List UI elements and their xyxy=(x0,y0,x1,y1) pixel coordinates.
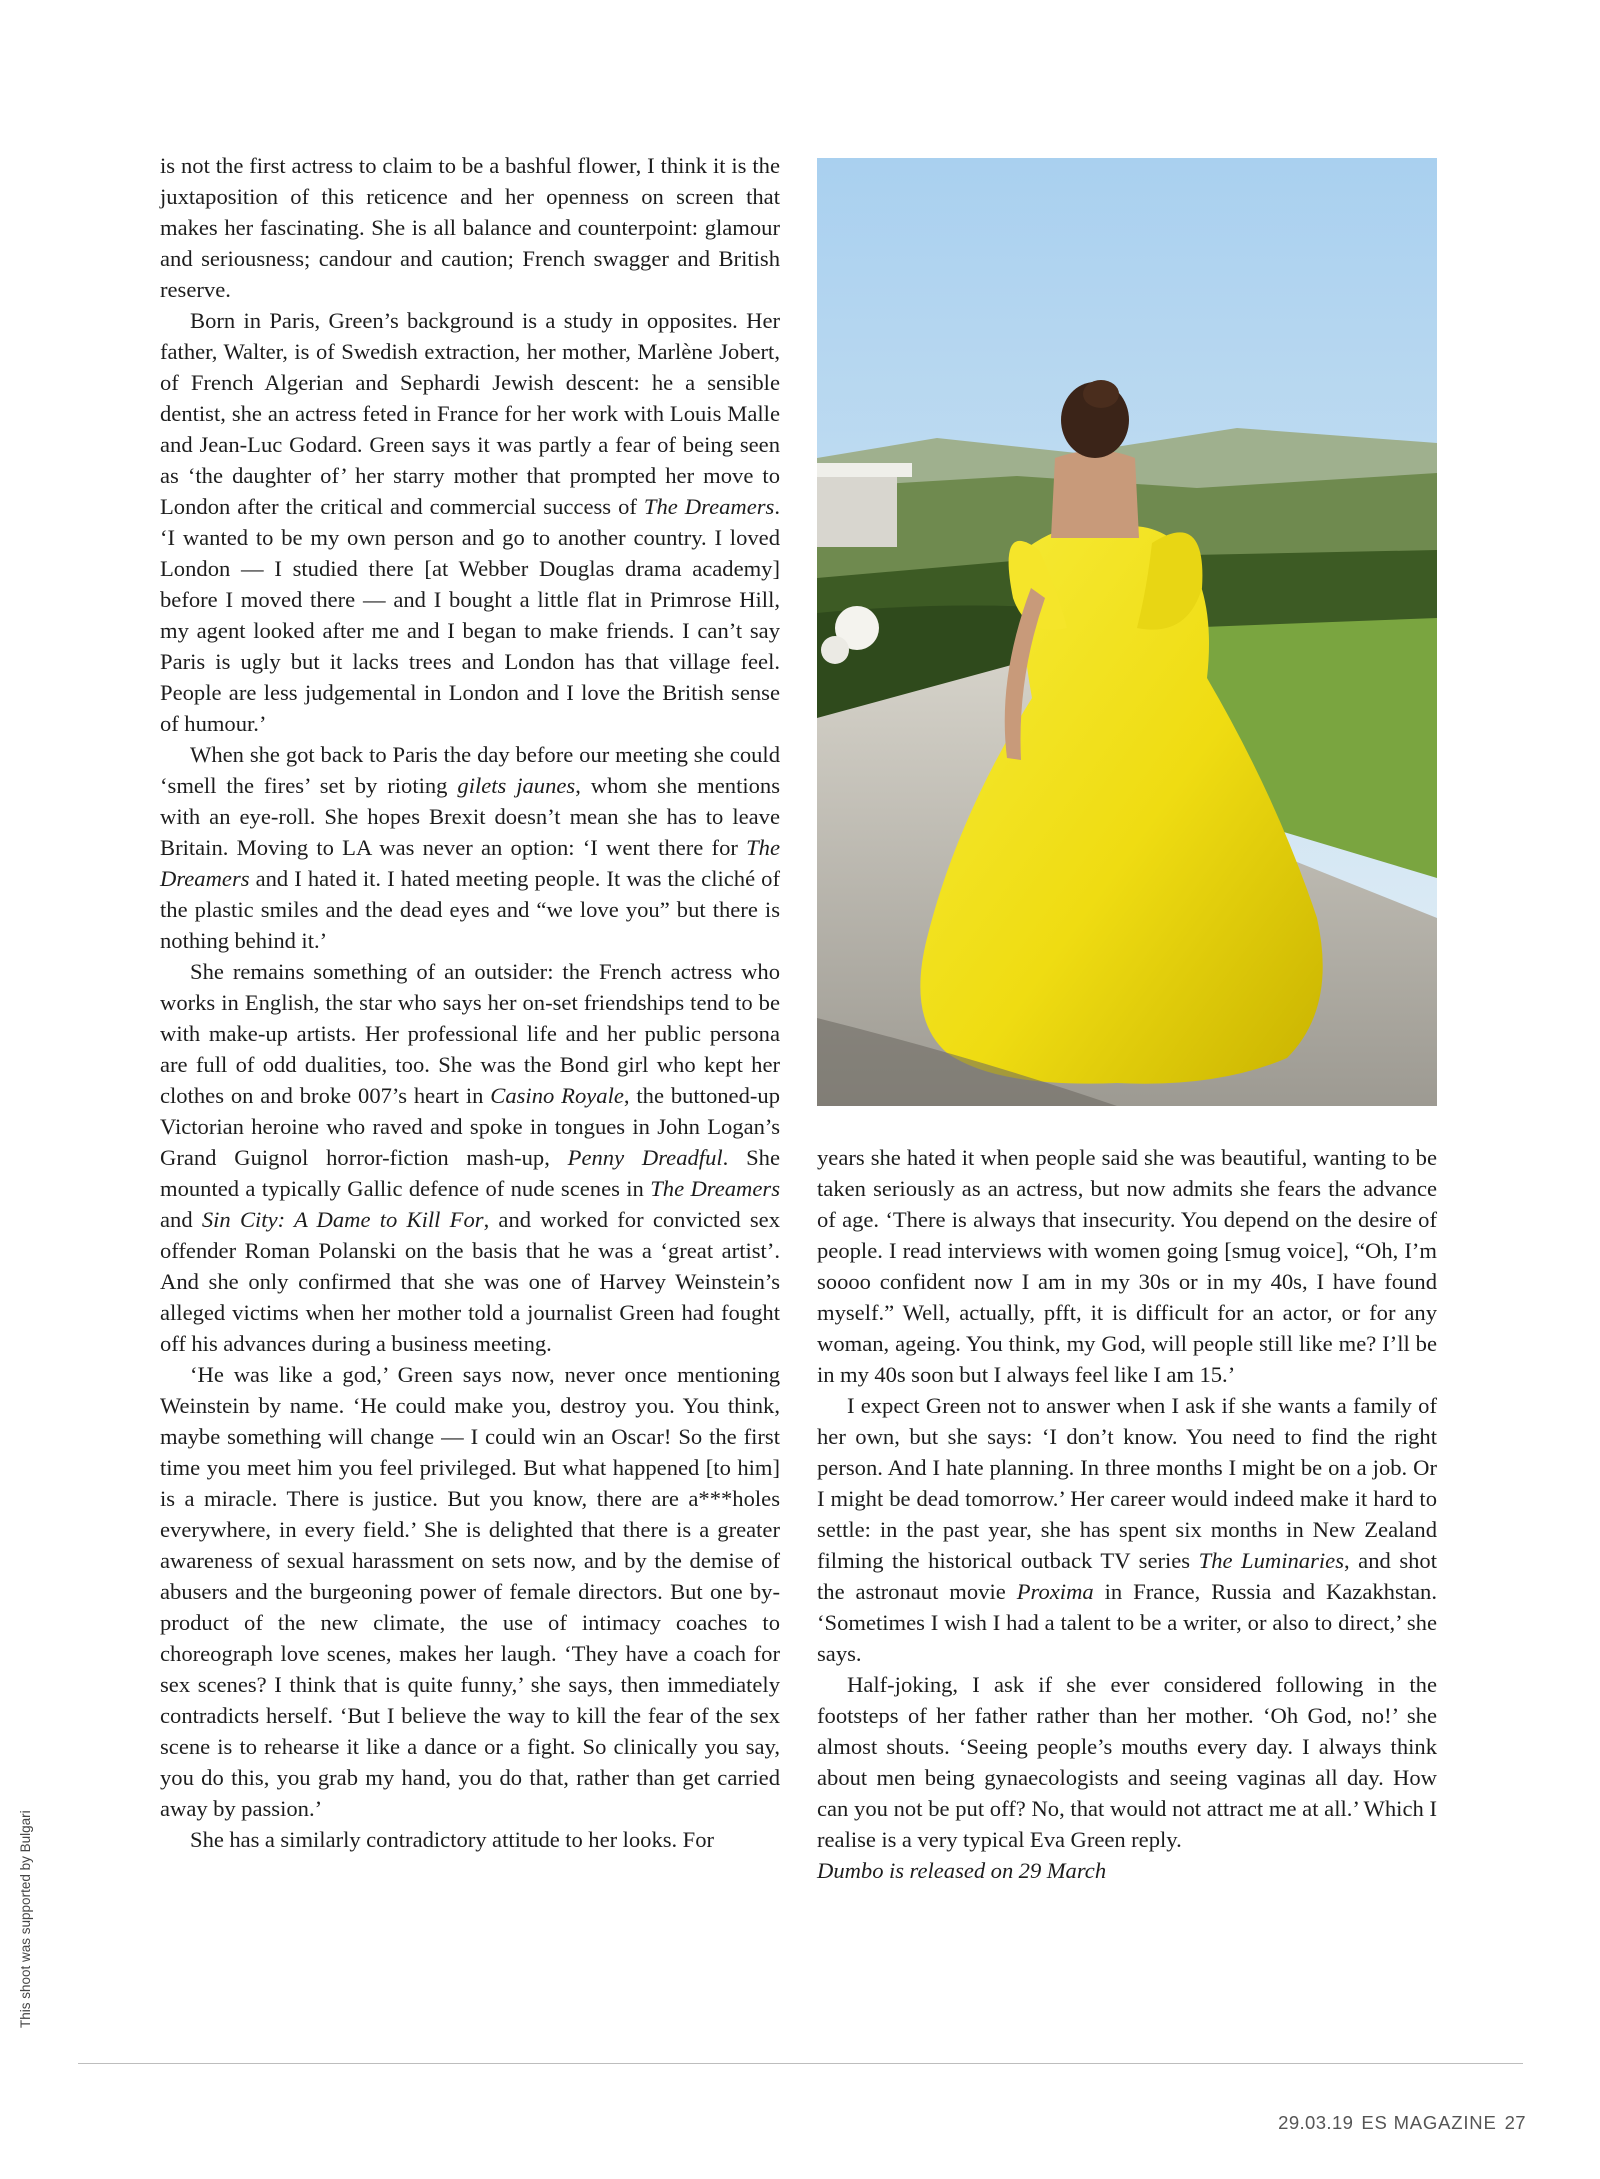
feature-photo xyxy=(817,158,1437,1106)
photo-woman-yellow-gown-icon xyxy=(817,158,1437,1106)
paragraph: She remains something of an outsider: the French actress who works in English, the star who says her on-set friendships tend to be with make-up artists. Her professional life and her public persona are full of odd dualities, too. She was the Bond girl who kept her clothes on and broke 007’s heart in Casino Royale, the buttoned-up Victorian heroine who raved and spoke in tongues in John Logan’s Grand Guignol horror-fiction mash-up, Penny Dreadful. She mounted a typically Gallic defence of nude scenes in The Dreamers and Sin City: A Dame to Kill For, and worked for convicted sex offender Roman Polanski on the basis that he was a ‘great artist’. And she only confirmed that she was one of Harvey Weinstein’s alleged victims when her mother told a journalist Green had fought off his advances during a business meeting. xyxy=(160,959,780,1356)
paragraph: ‘He was like a god,’ Green says now, never once mentioning Weinstein by name. ‘He could make you, destroy you. You think, maybe something will change — I could win an Oscar! So the first time you meet him you feel privileged. But what happened [to him] is a miracle. There is justice. But you know, there are a***holes everywhere, in every field.’ She is delighted that there is a greater awareness of sexual harassment on sets now, and by the demise of abusers and the burgeoning power of female directors. But one by-product of the new climate, the use of intimacy coaches to choreograph love scenes, makes her laugh. ‘They have a coach for sex scenes? I think that is quite funny,’ she says, then immediately contradicts herself. ‘But I believe the way to kill the fear of the sex scene is to rehearse it like a dance or a fight. So clinically you say, you do this, you grab my hand, you do that, rather than get carried away by passion.’ xyxy=(160,1362,780,1821)
page-number: 27 xyxy=(1504,2112,1526,2133)
paragraph: is not the first actress to claim to be a bashful flower, I think it is the juxtaposition of this reticence and her openness on screen that makes her fascinating. She is all balance and counterpoint: glamour and seriousness; candour and caution; French swagger and British reserve. xyxy=(160,153,780,302)
paragraph: Born in Paris, Green’s background is a study in opposites. Her father, Walter, is of Swedish extraction, her mother, Marlène Jobert, of French Algerian and Sephardi Jewish descent: he a sensible dentist, she an actress feted in France for her work with Louis Malle and Jean-Luc Godard. Green says it was partly a fear of being seen as ‘the daughter of’ her starry mother that prompted her move to London after the critical and commercial success of The Dreamers. ‘I wanted to be my own person and go to another country. I loved London — I studied there [at Webber Douglas drama academy] before I moved there — and I bought a little flat in Primrose Hill, my agent looked after me and I began to make friends. I can’t say Paris is ugly but it lacks trees and London has that village feel. People are less judgemental in London and I love the British sense of humour.’ xyxy=(160,308,780,736)
article-column-right xyxy=(817,1142,1437,1886)
release-note: Dumbo is released on 29 March xyxy=(817,1858,1107,1883)
footer-divider xyxy=(78,2063,1523,2064)
article-column-left xyxy=(160,150,780,1855)
magazine-name: ES MAGAZINE xyxy=(1361,2112,1497,2133)
photo-side-credit: This shoot was supported by Bulgari xyxy=(18,1810,33,2028)
paragraph: She has a similarly contradictory attitude to her looks. For xyxy=(190,1827,715,1852)
paragraph: I expect Green not to answer when I ask if she wants a family of her own, but she says: ‘I don’t know. You need to find the right person. And I hate planning. In three months I might be on a job. Or I might be dead tomorrow.’ Her career would indeed make it hard to settle: in the past year, she has spent six months in New Zealand filming the historical outback TV series The Luminaries, and shot the astronaut movie Proxima in France, Russia and Kazakhstan. ‘Sometimes I wish I had a talent to be a writer, or also to direct,’ she says. xyxy=(817,1393,1437,1666)
issue-date: 29.03.19 xyxy=(1278,2112,1354,2133)
page-footer xyxy=(1278,2112,1526,2134)
paragraph: years she hated it when people said she was beautiful, wanting to be taken seriously as an actress, but now admits she fears the advance of age. ‘There is always that insecurity. You depend on the desire of people. I read interviews with women going [smug voice], “Oh, I’m soooo confident now I am in my 30s or in my 40s, I have found myself.” Well, actually, pfft, it is difficult for an actor, or for any woman, ageing. You think, my God, will people still like me? I’ll be in my 40s soon but I always feel like I am 15.’ xyxy=(817,1145,1437,1387)
paragraph: Half-joking, I ask if she ever considered following in the footsteps of her father rather than her mother. ‘Oh God, no!’ she almost shouts. ‘Seeing people’s mouths every day. I always think about men being gynaecologists and seeing vaginas all day. How can you not be put off? No, that would not attract me at all.’ Which I realise is a very typical Eva Green reply. xyxy=(817,1672,1437,1852)
paragraph: When she got back to Paris the day before our meeting she could ‘smell the fires’ set by rioting gilets jaunes, whom she mentions with an eye-roll. She hopes Brexit doesn’t mean she has to leave Britain. Moving to LA was never an option: ‘I went there for The Dreamers and I hated it. I hated meeting people. It was the cliché of the plastic smiles and the dead eyes and “we love you” but there is nothing behind it.’ xyxy=(160,742,781,953)
